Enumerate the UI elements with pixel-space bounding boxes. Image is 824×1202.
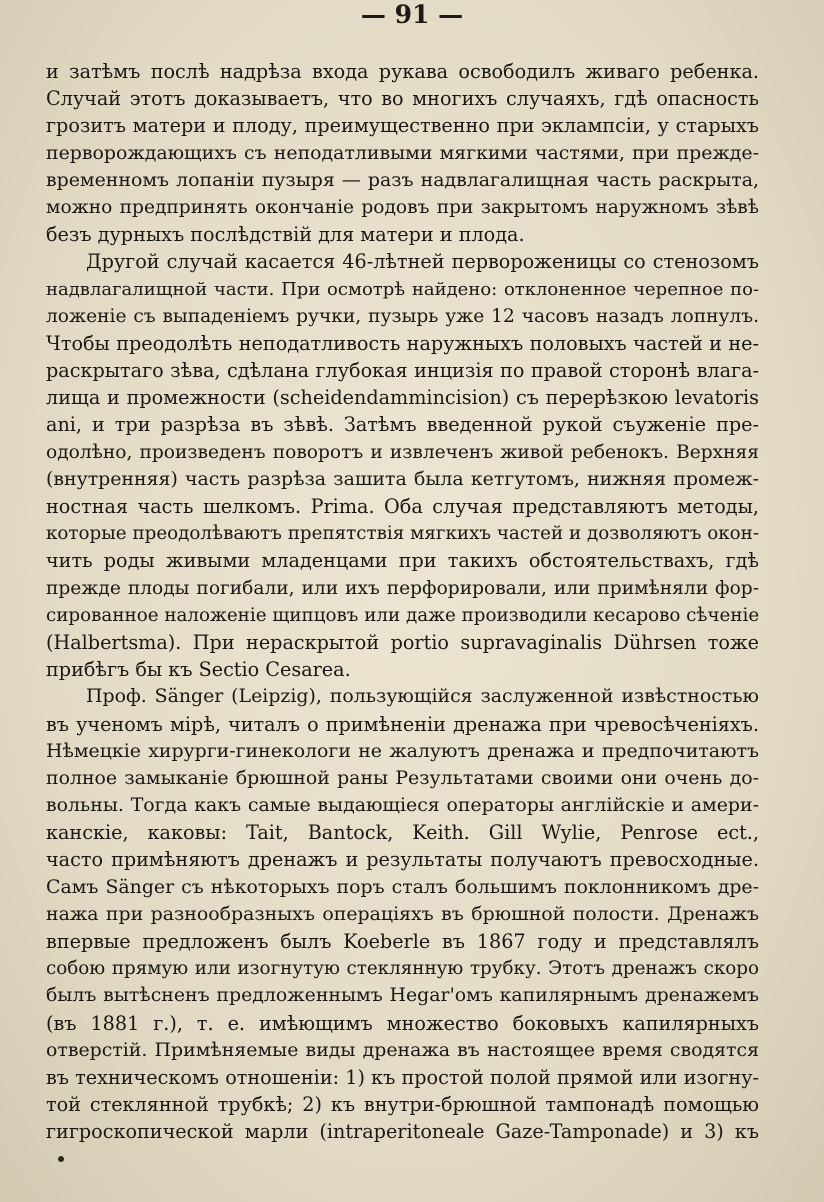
text-line: (въ 1881 г.), т. е. имѣющимъ множество боковыхъ капилярныхъ: [46, 1011, 759, 1035]
text-line: и затѣмъ послѣ надрѣза входа рукава освободилъ живаго ребенка.: [46, 60, 759, 83]
text-line: канскіе, каковы: Tait, Bantock, Keith. Gill Wylie, Penrose ect.,: [46, 821, 759, 845]
text-line: ложеніе съ выпаденіемъ ручки, пузырь уже 12 часовъ назадъ лопнулъ.: [46, 305, 759, 327]
text-line: ani, и три разрѣза въ зѣвѣ. Затѣмъ введенной рукой съуженіе пре-: [46, 413, 759, 437]
text-line: одолѣно, произведенъ поворотъ и извлеченъ живой ребенокъ. Верхняя: [46, 441, 759, 463]
text-line: Другой случай касается 46-лѣтней первороженицы со стенозомъ: [86, 250, 759, 274]
text-line: сированное наложеніе щипцовъ или даже производили кесарово сѣченіе: [46, 604, 760, 626]
text-line: впервые предложенъ былъ Koeberle въ 1867 году и представлялъ: [46, 930, 759, 953]
text-line: прежде плоды погибали, или ихъ перфорировали, или примѣняли фор-: [46, 577, 759, 599]
text-line: въ техническомъ отношеніи: 1) къ простой полой прямой или изогну-: [46, 1065, 759, 1089]
text-line: прибѣгъ бы къ Sectio Cesarea.: [46, 658, 351, 682]
text-line: ностная часть шелкомъ. Prima. Оба случая представляютъ методы,: [46, 495, 759, 518]
body-text: [46, 58, 759, 1146]
text-line: часто примѣняютъ дренажъ и результаты получаютъ превосходные.: [46, 848, 759, 872]
text-line: гигроскопической марли (intraperitoneale Gaze-Tamponade) и 3) къ: [46, 1120, 759, 1144]
text-line: Случай этотъ доказываетъ, что во многихъ случаяхъ, гдѣ опасность: [46, 87, 759, 111]
text-line: которые преодолѣваютъ препятствія мягкихъ частей и дозволяютъ окон-: [46, 523, 759, 545]
text-line: надвлагалищной части. При осмотрѣ найдено: отклоненное черепное по-: [46, 278, 759, 300]
ink-speck: [58, 1156, 64, 1162]
text-line: собою прямую или изогнутую стеклянную трубку. Этотъ дренажъ скоро: [46, 958, 759, 980]
text-line: (внутренняя) часть разрѣза зашита была кетгутомъ, нижняя промеж-: [46, 467, 759, 490]
text-line: былъ вытѣсненъ предложеннымъ Hegar'омъ капилярнымъ дренажемъ: [46, 984, 759, 1007]
text-line: чить роды живыми младенцами при такихъ обстоятельствахъ, гдѣ: [46, 549, 759, 573]
text-line: лища и промежности (scheidendammincision) съ перерѣзкою levatoris: [46, 386, 759, 410]
text-line: Чтобы преодолѣть неподатливость наружныхъ половыхъ частей и не-: [46, 331, 759, 355]
text-line: можно предпринять окончаніе родовъ при закрытомъ наружномъ зѣвѣ: [46, 196, 759, 218]
text-line: раскрытаго зѣва, сдѣлана глубокая инцизія по правой сторонѣ влага-: [46, 359, 759, 383]
text-line: безъ дурныхъ послѣдствій для матери и плода.: [46, 223, 525, 247]
text-line: Самъ Sänger съ нѣкоторыхъ поръ сталъ большимъ поклонникомъ дре-: [46, 875, 759, 898]
text-line: (Halbertsma). При нераскрытой portio supravaginalis Dührsen тоже: [46, 630, 759, 654]
text-line: той стеклянной трубкѣ; 2) къ внутри-брюшной тампонадѣ помощью: [46, 1093, 759, 1117]
text-line: Проф. Sänger (Leipzig), пользующійся заслуженной извѣстностью: [86, 685, 759, 708]
text-line: въ ученомъ мірѣ, читалъ о примѣненіи дренажа при чревосѣченіяхъ.: [46, 712, 759, 736]
text-line: нажа при разнообразныхъ операціяхъ въ брюшной полости. Дренажъ: [46, 902, 759, 925]
text-line: Нѣмецкіе хирурги-гинекологи не жалуютъ дренажа и предпочитаютъ: [46, 739, 759, 762]
text-line: отверстій. Примѣняемые виды дренажа въ настоящее время сводятся: [46, 1038, 759, 1061]
text-line: временномъ лопаніи пузыря — разъ надвлагалищная часть раскрыта,: [46, 168, 759, 191]
text-line: перворождающихъ съ неподатливыми мягкими частями, при прежде-: [46, 141, 759, 164]
text-line: грозитъ матери и плоду, преимущественно при эклампсіи, у старыхъ: [46, 114, 759, 138]
text-line: вольны. Тогда какъ самые выдающіеся операторы англійскіе и амери-: [46, 794, 759, 817]
page-number: — 91 —: [360, 0, 464, 29]
text-line: полное замыканіе брюшной раны Результатами своими они очень до-: [46, 766, 759, 789]
